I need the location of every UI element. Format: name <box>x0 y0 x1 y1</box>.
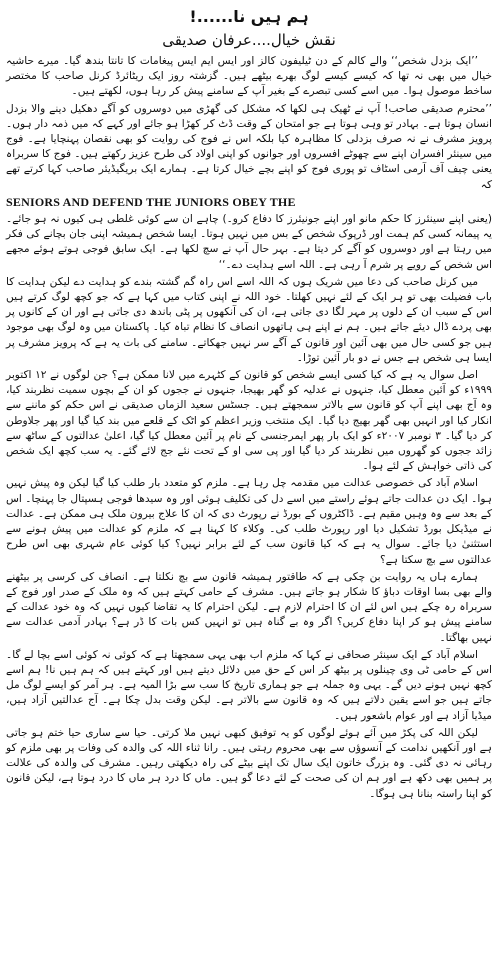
paragraph-body-2: اصل سوال یہ ہے کہ کیا کسی ایسے شخص کو قانون کے کٹہرے میں لانا ممکن ہے؟ جن لوگوں نے ۱۲ اکتوبر ۱۹۹۹ء کو آئین معطل کیا، جنہوں نے عدلیہ کو گھر بھیجا، جنہوں نے ججوں کو ان کے بچوں سمیت نظربند کیا، وہ آج بھی اپنے آپ کو قانون سے بالاتر سمجھتے ہیں۔ جسٹس سعید الزماں صدیقی نے اس حکم کو ماننے سے انکار کیا اور انہیں بھی گھر بھیج دیا گیا۔ ایک منتخب وزیر اعظم کو اٹک کے قلعے میں بند کیا گیا اور پھر جلاوطن کر دیا گیا۔ ۳ نومبر ۲۰۰۷ء کو ایک بار پھر ایمرجنسی کے نام پر آئین معطل کیا گیا، اعلیٰ عدالتوں کے ساٹھ سے زائد ججوں کو گھروں میں نظربند کر دیا گیا اور پی سی او کے تحت نئے جج لائے گئے۔ یہ سب کچھ ایک شخص کی ذاتی خواہش کے لئے ہوا۔ <box>6 369 493 473</box>
paragraph-body-5: اسلام آباد کے ایک سینئر صحافی نے کہا کہ ملزم اب بھی یہی سمجھتا ہے کہ کوئی نہ کوئی اسے بچا لے گا۔ اس کے حامی ٹی وی چینلوں پر بیٹھ کر اس کے حق میں دلائل دیتے ہیں اور کہتے ہیں کہ ہم ہیں نا! ہم اسے کچھ نہیں ہونے دیں گے۔ یہی وہ جملہ ہے جو ہماری تاریخ کا سب سے بڑا المیہ ہے۔ ہر آمر کو ایسے لوگ مل جاتے ہیں جو اسے یقین دلاتے ہیں کہ وہ قانون سے بالاتر ہے۔ لیکن وقت بدل چکا ہے۔ آج عدالتیں آزاد ہیں، میڈیا آزاد ہے اور عوام باشعور ہیں۔ <box>6 648 492 722</box>
column-body <box>6 54 492 802</box>
paragraph-body-1: میں کرنل صاحب کی دعا میں شریک ہوں کہ اللہ اسے اس راہ گم گشتہ بندے کو ہدایت دے لیکن ہدایت کا باب فضیلت بھی تو ہر ایک کے لئے نہیں کھلتا۔ خود اللہ نے اپنی کتاب میں کہا ہے کہ جو کچھ لوگ کرتے ہیں اس کے سبب ان کے دلوں پر مہر لگا دی جاتی ہے، ان کی آنکھوں پر پٹی باندھ دی جاتی ہے اور ان کے کانوں پر بھی پردے ڈال دیئے جاتے ہیں۔ ہم نے اپنے ہی ہاتھوں انصاف کا نظام تباہ کیا۔ پاکستان میں وہ لوگ بھی موجود ہیں جو کسی حال میں بھی آئین اور قانون کے آگے سر نہیں جھکاتے۔ سامنے کی بات یہ ہے کہ پرویز مشرف پر ایسا ہی شخص ہے جس نے دو بار آئین توڑا۔ <box>6 275 492 364</box>
paragraph-body-4: ہمارے ہاں یہ روایت بن چکی ہے کہ طاقتور ہمیشہ قانون سے بچ نکلتا ہے۔ انصاف کی کرسی پر بیٹھنے والے بھی بسا اوقات دباؤ کا شکار ہو جاتے ہیں۔ مشرف کے حامی کہتے ہیں کہ وہ ملک کے صدر اور فوج کے سربراہ رہ چکے ہیں اس لئے ان کا احترام لازم ہے۔ لیکن احترام کا یہ تقاضا کیوں نہیں کہ وہ خود عدالت کے سامنے پیش ہو کر اپنا دفاع کریں؟ اگر وہ بے گناہ ہیں تو انہیں کس بات کا ڈر ہے؟ بہادر آدمی عدالت سے نہیں بھاگتا۔ <box>6 570 492 644</box>
paragraph-letter-end: (یعنی اپنے سینئرز کا حکم مانو اور اپنے جونیئرز کا دفاع کرو۔) چاہے ان سے کوئی غلطی ہی کیوں نہ ہو جائے۔ یہ پیمانہ کسی کم ہمت اور ڈرپوک شخص کے بس میں نہیں ہوتا۔ ایسا شخص ہمیشہ اپنی جان بچانے کی فکر میں رہتا ہے اور دوسروں کو آگے کر دیتا ہے۔ بہر حال آپ نے سچ لکھا ہے۔ ایک سابق فوجی ہوتے ہوئے مجھے اس شخص کے رویے پر شرم آ رہی ہے۔ اللہ اسے ہدایت دے۔‘‘ <box>6 213 492 271</box>
column-title: ہم ہیں نا......! <box>189 7 309 26</box>
paragraph-english-quote: SENIORS AND DEFEND THE JUNIORS OBEY THE <box>6 194 296 209</box>
paragraph-intro: ’’ایک بزدل شخص‘‘ والے کالم کے دن ٹیلیفون کالز اور ایس ایم ایس پیغامات کا تانتا بندھ گیا۔ میرے حاشیہ خیال میں بھی نہ تھا کہ کیسے کیسے لوگ بھرے بیٹھے ہیں۔ گزشتہ روز ایک ریٹائرڈ کرنل صاحب کا مختصر ساخط موصول ہوا۔ میں اسے کسی تبصرے کے بغیر آپ کے سامنے پیش کر رہا ہوں، لکھتے ہیں۔ <box>6 55 492 98</box>
column-byline: نقش خیال....عرفان صدیقی <box>162 31 336 49</box>
paragraph-body-6: لیکن اللہ کی پکڑ میں آئے ہوئے لوگوں کو یہ توفیق کبھی نہیں ملا کرتی۔ حیا سے ساری حیا ختم ہو جاتی ہے اور آنکھیں ندامت کے آنسوؤں سے بھی محروم رہتی ہیں۔ رانا ثناء اللہ کی والدہ کی وفات پر بھی ملزم کو رہائی نہ دی گئی۔ وہ بزرگ خاتون ایک سال تک اپنے بیٹے کی راہ دیکھتی رہیں۔ مشرف کی والدہ کی علالت پر ہمیں بھی دکھ ہے اور ہم ان کی صحت کے لئے دعا گو ہیں۔ ماں کا درد ہر ماں کا درد ہوتا ہے، لیکن قانون کو اپنا راستہ بنانا ہی ہوگا۔ <box>6 726 492 800</box>
paragraph-letter: ’’محترم صدیقی صاحب! آپ نے ٹھیک ہی لکھا کہ مشکل کی گھڑی میں دوسروں کو آگے دھکیل دینے والا بزدل انسان ہوتا ہے۔ بہادر تو وہی ہوتا ہے جو امتحان کے وقت ڈٹ کر کھڑا ہو جائے اور کہے کہ میں ذمہ دار ہوں۔ پرویز مشرف نے نہ صرف بزدلی کا مظاہرہ کیا بلکہ اس نے فوج کی روایت کو بھی نقصان پہنچایا ہے۔ فوج میں سینئر افسران اپنے سے چھوٹے افسروں اور جوانوں کو اپنی اولاد کی طرح عزیز رکھتے ہیں۔ فوج کا سربراہ یعنی چیف آف آرمی اسٹاف تو پوری فوج کو اپنے بچے خیال کرتا ہے۔ ہمارے ایک بریگیڈیئر صاحب کہا کرتے تھے کہ <box>6 102 492 191</box>
paragraph-body-3: اسلام آباد کی خصوصی عدالت میں مقدمہ چل رہا ہے۔ ملزم کو متعدد بار طلب کیا گیا لیکن وہ پیش نہیں ہوا۔ ایک دن عدالت جاتے ہوئے راستے میں اسے دل کی تکلیف ہوئی اور وہ سیدھا فوجی ہسپتال جا پہنچا۔ اس کے بعد سے وہ وہیں مقیم ہے۔ ڈاکٹروں کے بورڈ نے رپورٹ دی کہ ان کا علاج بیرون ملک ہی ممکن ہے۔ عدالت نے میڈیکل بورڈ تشکیل دیا اور رپورٹ طلب کی۔ وکلاء کا کہنا ہے کہ ملزم کو عدالت میں پیش ہونے سے استثنیٰ دیا جائے۔ سوال یہ ہے کہ کیا قانون سب کے لئے برابر نہیں؟ کیا کوئی عام شہری بھی اس طرح عدالتوں سے بچ سکتا ہے؟ <box>6 477 492 566</box>
